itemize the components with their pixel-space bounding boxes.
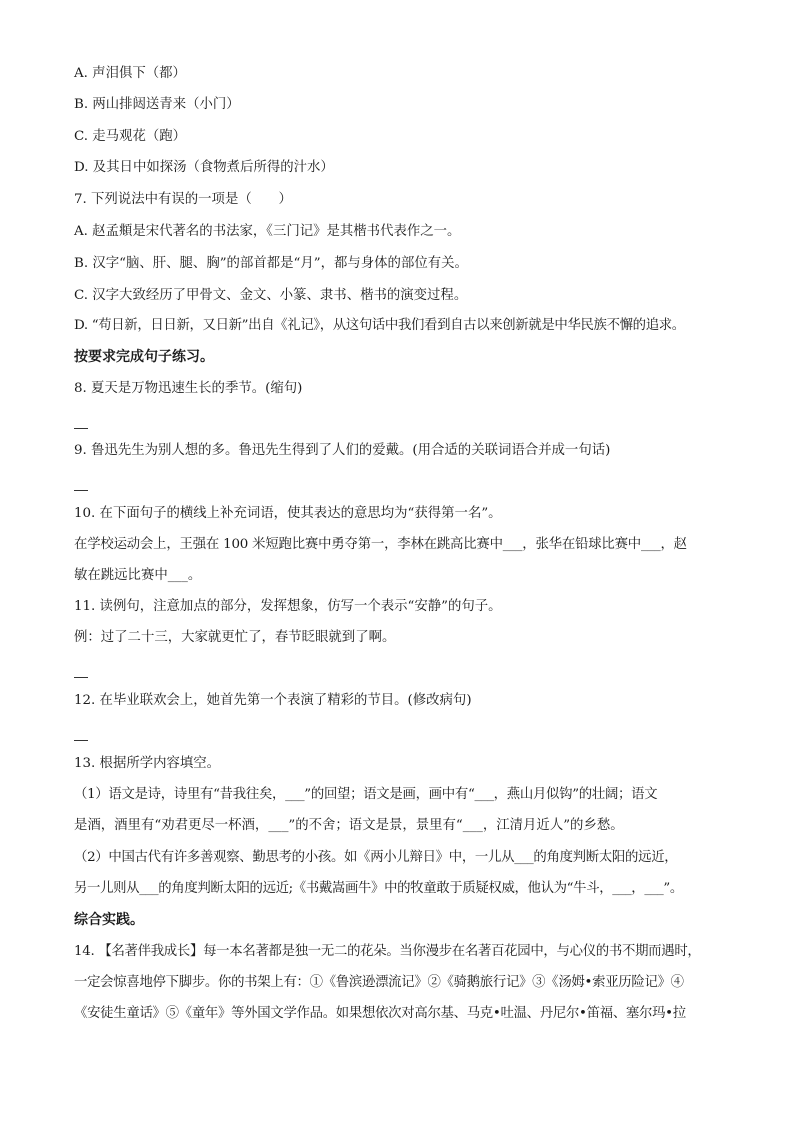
question-10-sentence-1: 在学校运动会上，王强在 100 米短跑比赛中勇夺第一，李林在跳高比赛中___，张华在铅球比赛中___，赵: [74, 537, 687, 552]
question-14-line-1: 14. 【名著伴我成长】每一本名著都是独一无二的花朵。当你漫步在名著百花园中，与心仪的书不期而遇时，: [74, 944, 701, 959]
q7-option-c: C. 汉字大致经历了甲骨文、金文、小篆、隶书、楷书的演变过程。: [74, 288, 468, 303]
option-b-text: B. 两山排闼送青来（小门）: [74, 97, 240, 112]
answer-blank-9[interactable]: [74, 490, 88, 491]
q7-option-a: A. 赵孟頫是宋代著名的书法家，《三门记》是其楷书代表作之一。: [74, 224, 461, 239]
question-10-sentence-2: 敏在跳远比赛中___。: [74, 568, 202, 583]
question-13-part-1-line-1: （1）语文是诗，诗里有“昔我往矣，___”的回望；语文是画，画中有“___，燕山月似钩”的壮阔；语文: [74, 787, 658, 802]
question-10: 10. 在下面句子的横线上补充词语，使其表达的意思均为“获得第一名”。: [74, 506, 502, 521]
question-13-part-2-line-1: （2）中国古代有许多善观察、勤思考的小孩。如《两小儿辩日》中，一儿从___的角度判断太阳的远近，: [74, 850, 678, 865]
question-8: 8. 夏天是万物迅速生长的季节。(缩句): [74, 381, 303, 396]
question-9: 9. 鲁迅先生为别人想的多。鲁迅先生得到了人们的爱戴。(用合适的关联词语合并成一句话): [74, 443, 611, 458]
section-heading-practice: 综合实践。: [74, 912, 144, 928]
answer-blank-11[interactable]: [74, 677, 88, 678]
option-a-text: A. 声泪俱下（都）: [74, 66, 186, 81]
option-c-text: C. 走马观花（跑）: [74, 129, 187, 144]
answer-blank-8[interactable]: [74, 428, 88, 429]
question-13-part-1-line-2: 是酒，酒里有“劝君更尽一杯酒，___”的不舍；语文是景，景里有“___，江清月近人”的乡愁。: [74, 818, 624, 833]
question-7: 7. 下列说法中有误的一项是（ ）: [74, 192, 292, 207]
question-12: 12. 在毕业联欢会上，她首先第一个表演了精彩的节目。(修改病句): [74, 693, 472, 708]
q7-option-d: D. “苟日新，日日新，又日新”出自《礼记》，从这句话中我们看到自古以来创新就是中华民族不懈的追求。: [74, 318, 685, 333]
question-14-line-2: 一定会惊喜地停下脚步。你的书架上有：①《鲁滨逊漂流记》②《骑鹅旅行记》③《汤姆•索亚历险记》④: [74, 975, 684, 990]
section-heading-sentences: 按要求完成句子练习。: [74, 349, 214, 365]
question-14-line-3: 《安徒生童话》⑤《童年》等外国文学作品。如果想依次对高尔基、马克•吐温、丹尼尔•笛福、塞尔玛•拉: [74, 1006, 686, 1021]
question-11-example: 例：过了二十三，大家就更忙了，春节眨眼就到了啊。: [74, 630, 396, 645]
question-13-part-2-line-2: 另一儿则从___的角度判断太阳的远近;《书戴嵩画牛》中的牧童敢于质疑权威，他认为“牛斗，___，___”。: [74, 881, 683, 896]
option-d-text: D. 及其日中如探汤（食物煮后所得的汁水）: [74, 160, 334, 175]
answer-blank-12[interactable]: [74, 740, 88, 741]
question-11: 11. 读例句，注意加点的部分，发挥想象，仿写一个表示“安静”的句子。: [74, 599, 502, 614]
q7-option-b: B. 汉字“脑、肝、腿、胸”的部首都是“月”，都与身体的部位有关。: [74, 256, 468, 271]
question-13: 13. 根据所学内容填空。: [74, 756, 221, 771]
